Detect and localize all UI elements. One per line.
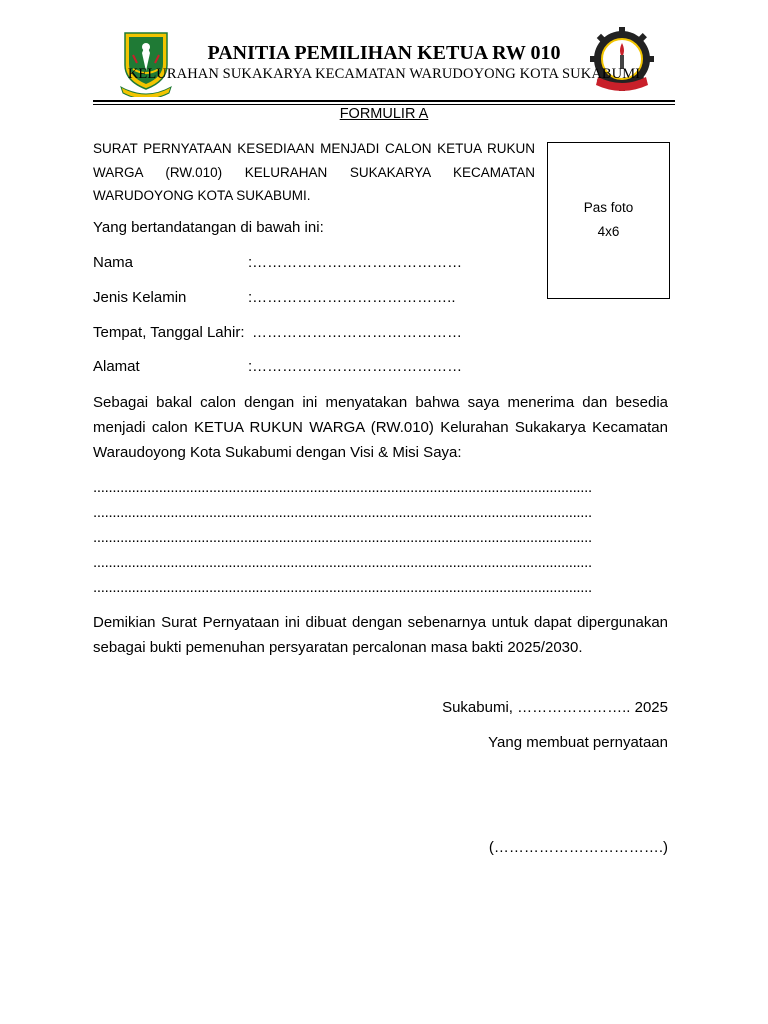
vision-line: ................................................................................................................................. [93, 529, 592, 546]
vision-line: ................................................................................................................................. [93, 579, 592, 596]
statement-line-3: KECAMATAN WARUDOYONG KOTA SUKABUMI. [93, 164, 535, 203]
signature-place-date: Sukabumi, ………………….. 2025 [442, 699, 668, 716]
field-label-jenis-kelamin: Jenis Kelamin [93, 289, 187, 306]
form-title: FORMULIR A [339, 106, 429, 122]
field-label-nama: Nama [93, 254, 134, 271]
field-label-alamat: Alamat [93, 358, 140, 375]
signature-maker-label: Yang membuat pernyataan [488, 734, 668, 751]
field-label-ttl: Tempat, Tanggal Lahir: [93, 324, 245, 341]
field-blank-ttl: …………………………………… [252, 324, 462, 341]
signature-name-blank: (…………………………….) [488, 839, 668, 856]
vision-line: ................................................................................................................................. [93, 554, 592, 571]
field-blank-alamat: :…………………………………… [248, 358, 463, 375]
statement-title [93, 137, 535, 208]
field-blank-jenis-kelamin: :………………………………….. [248, 289, 456, 306]
declaration-paragraph: Sebagai bakal calon dengan ini menyatakan bahwa saya menerima dan besedia menjadi calon KETUA RUKUN WARGA (RW.010) Kelurahan Sukakarya Kecamatan Waraudoyong Kota Sukabumi dengan Visi & Misi Saya: [93, 394, 668, 461]
photo-box-size: 4x6 [597, 224, 620, 239]
header-rule-thick [93, 100, 675, 102]
statement-line-2: RUKUN WARGA (RW.010) KELURAHAN SUKAKARYA [93, 141, 535, 180]
vision-line: ................................................................................................................................. [93, 479, 592, 496]
intro-text: Yang bertandatangan di bawah ini: [93, 219, 324, 236]
committee-title: PANITIA PEMILIHAN KETUA RW 010 [207, 42, 561, 64]
committee-subtitle: KELURAHAN SUKAKARYA KECAMATAN WARUDOYONG KOTA SUKABUMI [127, 66, 641, 82]
closing-paragraph: Demikian Surat Pernyataan ini dibuat dengan sebenarnya untuk dapat dipergunakan sebagai bukti pemenuhan persyaratan percalonan masa bakti 2025/2030. [93, 614, 668, 656]
photo-box [547, 142, 670, 299]
vision-line: ................................................................................................................................. [93, 504, 592, 521]
field-blank-nama: :…………………………………… [248, 254, 463, 271]
photo-box-label: Pas foto [583, 200, 634, 215]
statement-line-1: SURAT PERNYATAAN KESEDIAAN MENJADI CALON KETUA [93, 141, 482, 156]
header-rule-thin [93, 104, 675, 105]
